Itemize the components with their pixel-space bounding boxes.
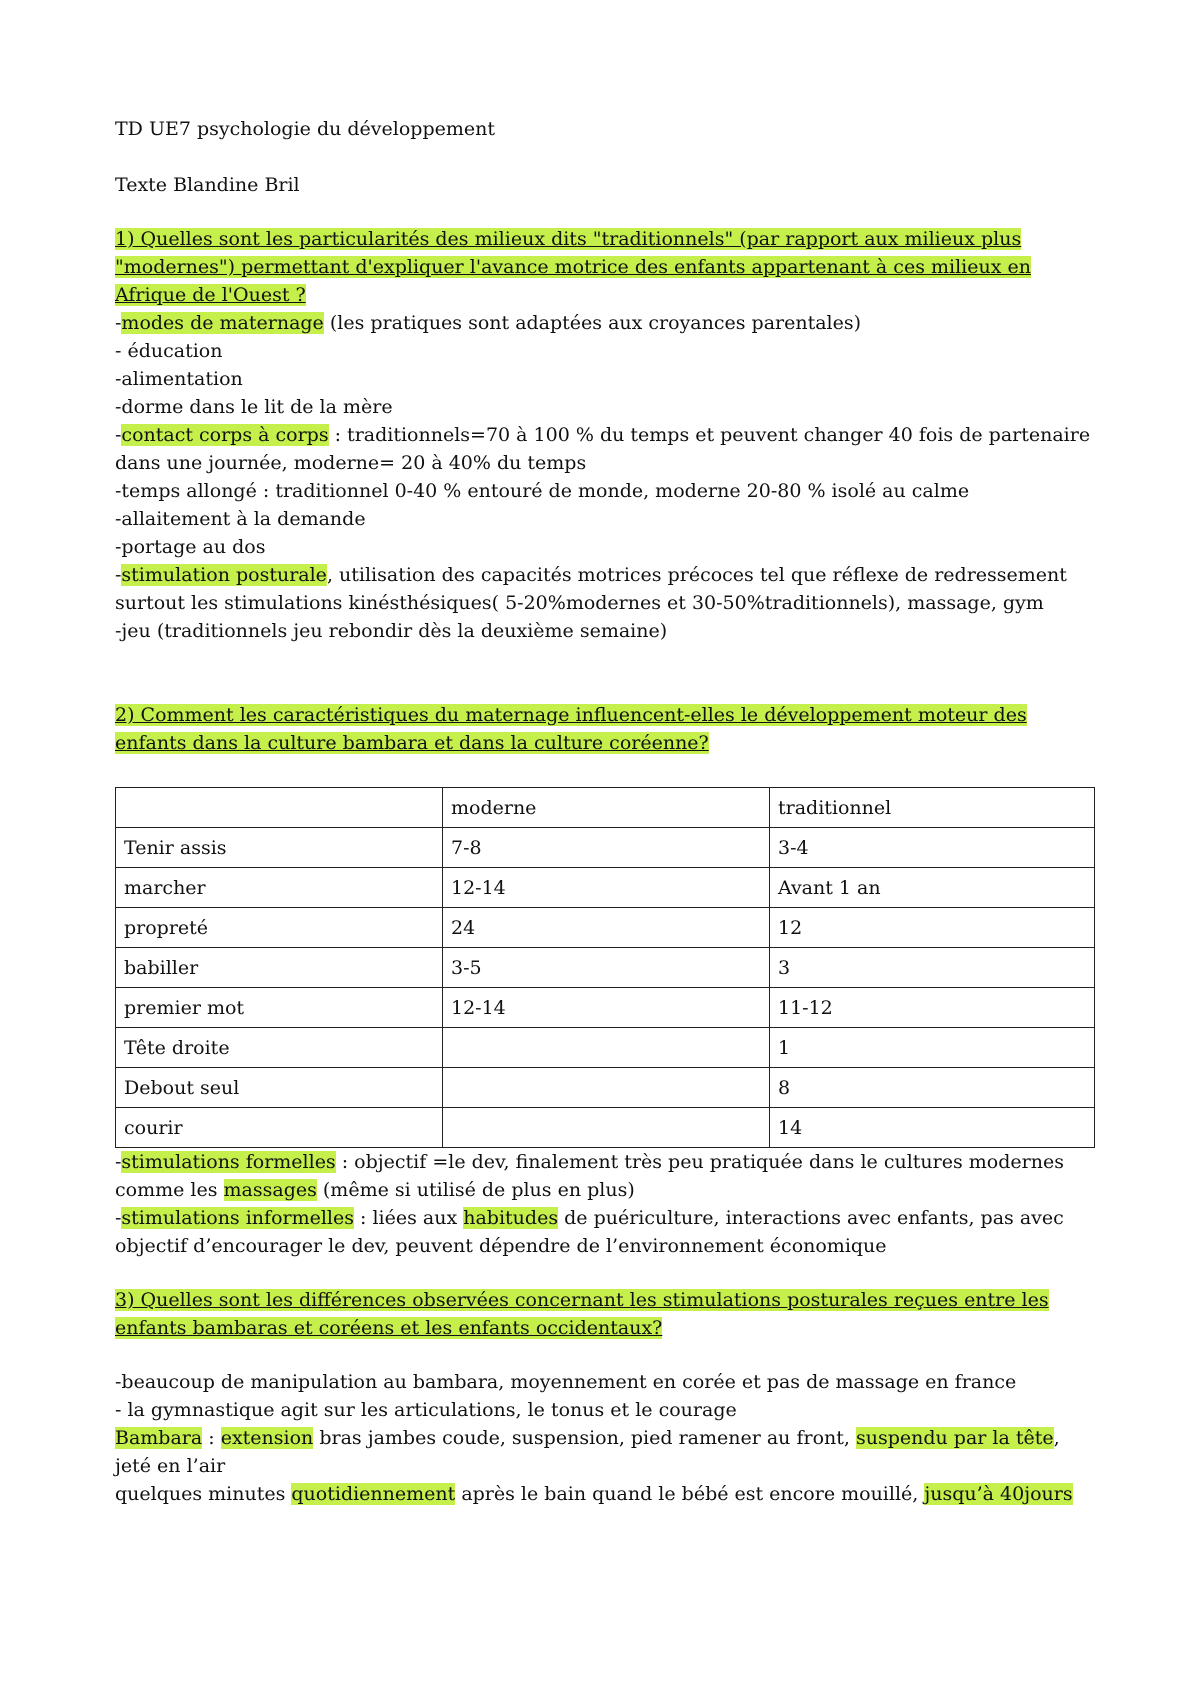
spacer xyxy=(115,645,1095,701)
table-row xyxy=(116,908,1095,948)
table-cell: 3-4 xyxy=(770,828,1095,868)
dash: - xyxy=(115,1151,122,1173)
table-cell: Debout seul xyxy=(116,1068,443,1108)
question-2-line: enfants dans la culture bambara et dans la culture coréenne? xyxy=(115,732,709,754)
table-header-cell: moderne xyxy=(443,788,770,828)
document-title: TD UE7 psychologie du développement xyxy=(115,118,495,140)
item-text: : liées aux xyxy=(354,1207,464,1229)
list-item: -beaucoup de manipulation au bambara, moyennement en corée et pas de massage en france xyxy=(115,1371,1017,1393)
item-text: après le bain quand le bébé est encore mouillé, xyxy=(455,1483,925,1505)
table-cell: propreté xyxy=(116,908,443,948)
highlight: stimulation posturale xyxy=(121,564,327,586)
list-item: -allaitement à la demande xyxy=(115,508,366,530)
question-1 xyxy=(115,225,1095,309)
table-row xyxy=(116,1068,1095,1108)
list-item xyxy=(115,421,1095,449)
table-row xyxy=(116,1108,1095,1148)
highlight: quotidiennement xyxy=(291,1483,456,1505)
table-cell: 11-12 xyxy=(770,988,1095,1028)
question-1-line: Afrique de l'Ouest ? xyxy=(115,284,306,306)
item-text: (les pratiques sont adaptées aux croyances parentales) xyxy=(323,312,862,334)
highlight: habitudes xyxy=(463,1207,559,1229)
table-cell: marcher xyxy=(116,868,443,908)
list-item xyxy=(115,1148,1095,1176)
table-cell: courir xyxy=(116,1108,443,1148)
table-cell: 7-8 xyxy=(443,828,770,868)
highlight: suspendu par la tête xyxy=(855,1427,1054,1449)
table-cell: 8 xyxy=(770,1068,1095,1108)
table-cell: babiller xyxy=(116,948,443,988)
highlight: extension xyxy=(220,1427,314,1449)
highlight: Bambara xyxy=(115,1427,203,1449)
item-text: : xyxy=(202,1427,221,1449)
table-header-cell: traditionnel xyxy=(770,788,1095,828)
table-cell: 24 xyxy=(443,908,770,948)
table-cell: 12 xyxy=(770,908,1095,948)
table-row xyxy=(116,828,1095,868)
list-item-continuation: surtout les stimulations kinésthésiques( 5-20%modernes et 30-50%traditionnels), massage, gym xyxy=(115,592,1044,614)
item-text: de puériculture, interactions avec enfants, pas avec xyxy=(558,1207,1064,1229)
table-row xyxy=(116,1028,1095,1068)
table-cell xyxy=(443,1068,770,1108)
table-cell: 1 xyxy=(770,1028,1095,1068)
table-header-row xyxy=(116,788,1095,828)
list-item: -dorme dans le lit de la mère xyxy=(115,396,393,418)
table-row xyxy=(116,868,1095,908)
highlight: contact corps à corps xyxy=(121,424,329,446)
highlight: stimulations informelles xyxy=(121,1207,354,1229)
question-1-line: 1) Quelles sont les particularités des milieux dits "traditionnels" (par rapport aux milieux plus xyxy=(115,228,1022,250)
table-header-cell xyxy=(116,788,443,828)
table-cell: 3 xyxy=(770,948,1095,988)
item-text: , utilisation des capacités motrices précoces tel que réflexe de redressement xyxy=(326,564,1067,586)
table-cell: Tenir assis xyxy=(116,828,443,868)
question-3 xyxy=(115,1286,1095,1342)
spacer xyxy=(115,1260,1095,1286)
list-item: - éducation xyxy=(115,340,223,362)
highlight: jusqu’à 40jours xyxy=(924,1483,1073,1505)
list-item-continuation xyxy=(115,1176,1095,1204)
question-2 xyxy=(115,701,1095,757)
dash: - xyxy=(115,564,122,586)
question-3-line: enfants bambaras et coréens et les enfants occidentaux? xyxy=(115,1317,663,1339)
after-table-notes xyxy=(115,1148,1095,1260)
list-item xyxy=(115,1424,1095,1452)
dash: - xyxy=(115,1207,122,1229)
item-text: : objectif =le dev, finalement très peu pratiquée dans le cultures modernes xyxy=(335,1151,1064,1173)
question-2-line: 2) Comment les caractéristiques du maternage influencent-elles le développement moteur des xyxy=(115,704,1027,726)
list-item: -temps allongé : traditionnel 0-40 % entouré de monde, moderne 20-80 % isolé au calme xyxy=(115,480,970,502)
highlight: stimulations formelles xyxy=(121,1151,336,1173)
table-cell: 12-14 xyxy=(443,988,770,1028)
list-item-continuation: jeté en l’air xyxy=(115,1455,226,1477)
table-cell: 14 xyxy=(770,1108,1095,1148)
document-subtitle: Texte Blandine Bril xyxy=(115,174,300,196)
table-cell: 3-5 xyxy=(443,948,770,988)
list-item xyxy=(115,561,1095,589)
item-text: quelques minutes xyxy=(115,1483,292,1505)
question-1-line: "modernes") permettant d'expliquer l'avance motrice des enfants appartenant à ces milieux en xyxy=(115,256,1031,278)
table-cell xyxy=(443,1108,770,1148)
item-text: bras jambes coude, suspension, pied ramener au front, xyxy=(313,1427,856,1449)
table-row xyxy=(116,948,1095,988)
table-cell: 12-14 xyxy=(443,868,770,908)
item-text: comme les xyxy=(115,1179,224,1201)
document-body xyxy=(115,115,1095,1508)
table-cell: Avant 1 an xyxy=(770,868,1095,908)
item-text: , xyxy=(1053,1427,1060,1449)
answer-3-list xyxy=(115,1368,1095,1508)
item-text: (même si utilisé de plus en plus) xyxy=(316,1179,635,1201)
list-item: -portage au dos xyxy=(115,536,266,558)
answer-1-list xyxy=(115,309,1095,645)
spacer xyxy=(115,1342,1095,1368)
list-item xyxy=(115,1480,1095,1508)
dash: - xyxy=(115,424,122,446)
table-cell: premier mot xyxy=(116,988,443,1028)
development-table xyxy=(115,787,1095,1148)
list-item: -jeu (traditionnels jeu rebondir dès la deuxième semaine) xyxy=(115,620,668,642)
table-cell xyxy=(443,1028,770,1068)
highlight: modes de maternage xyxy=(121,312,324,334)
list-item xyxy=(115,309,1095,337)
list-item: -alimentation xyxy=(115,368,243,390)
item-text: : traditionnels=70 à 100 % du temps et peuvent changer 40 fois de partenaire xyxy=(328,424,1091,446)
question-3-line: 3) Quelles sont les différences observées concernant les stimulations posturales reçues entre les xyxy=(115,1289,1049,1311)
table-cell: Tête droite xyxy=(116,1028,443,1068)
list-item-continuation: dans une journée, moderne= 20 à 40% du temps xyxy=(115,452,587,474)
list-item-continuation: objectif d’encourager le dev, peuvent dépendre de l’environnement économique xyxy=(115,1235,887,1257)
list-item: - la gymnastique agit sur les articulations, le tonus et le courage xyxy=(115,1399,737,1421)
highlight: massages xyxy=(223,1179,317,1201)
table-row xyxy=(116,988,1095,1028)
list-item xyxy=(115,1204,1095,1232)
dash: - xyxy=(115,312,122,334)
